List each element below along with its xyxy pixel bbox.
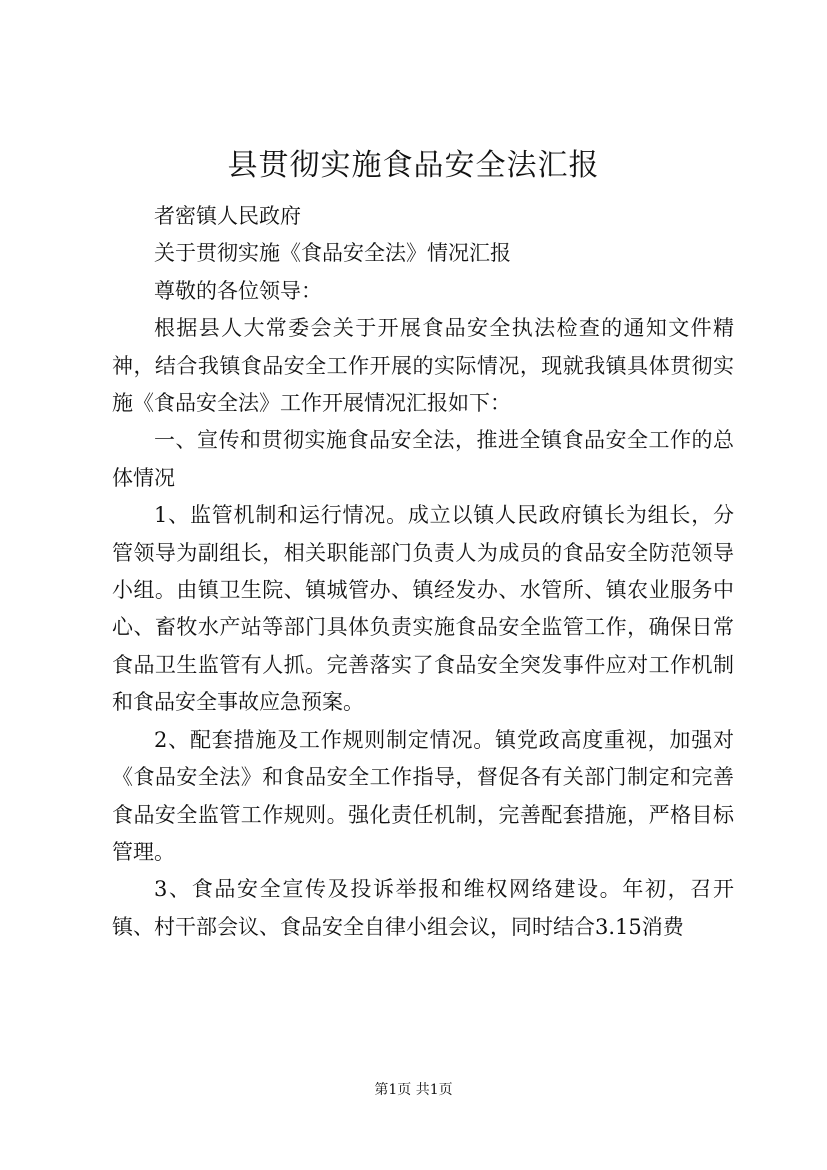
paragraph-salutation: 尊敬的各位领导： [154, 278, 322, 303]
paragraph-intro: 根据县人大常委会关于开展食品安全执法检查的通知文件精神，结合我镇食品安全工作开展的实际情况，现就我镇具体贯彻实施《食品安全法》工作开展情况汇报如下： [112, 316, 734, 416]
paragraph-subject: 关于贯彻实施《食品安全法》情况汇报 [154, 241, 511, 266]
paragraph-item-2: 2、配套措施及工作规则制定情况。镇党政高度重视，加强对《食品安全法》和食品安全工作指导，督促各有关部门制定和完善食品安全监管工作规则。强化责任机制，完善配套措施，严格目标管理。 [112, 727, 734, 864]
paragraph-issuer: 者密镇人民政府 [154, 204, 301, 228]
document-body [112, 198, 734, 946]
page-footer: 第1页 共1页 [374, 1082, 453, 1098]
paragraph-item-3: 3、食品安全宣传及投诉举报和维权网络建设。年初，召开镇、村干部会议、食品安全自律小组会议，同时结合3.15消费 [112, 877, 734, 939]
document-title: 县贯彻实施食品安全法汇报 [227, 148, 600, 183]
paragraph-item-1: 1、监管机制和运行情况。成立以镇人民政府镇长为组长，分管领导为副组长，相关职能部门负责人为成员的食品安全防范领导小组。由镇卫生院、镇城管办、镇经发办、水管所、镇农业服务中心、畜牧水产站等部门具体负责实施食品安全监管工作，确保日常食品卫生监管有人抓。完善落实了食品安全突发事件应对工作机制和食品安全事故应急预案。 [112, 503, 734, 715]
paragraph-section-heading: 一、宣传和贯彻实施食品安全法，推进全镇食品安全工作的总体情况 [112, 428, 734, 490]
